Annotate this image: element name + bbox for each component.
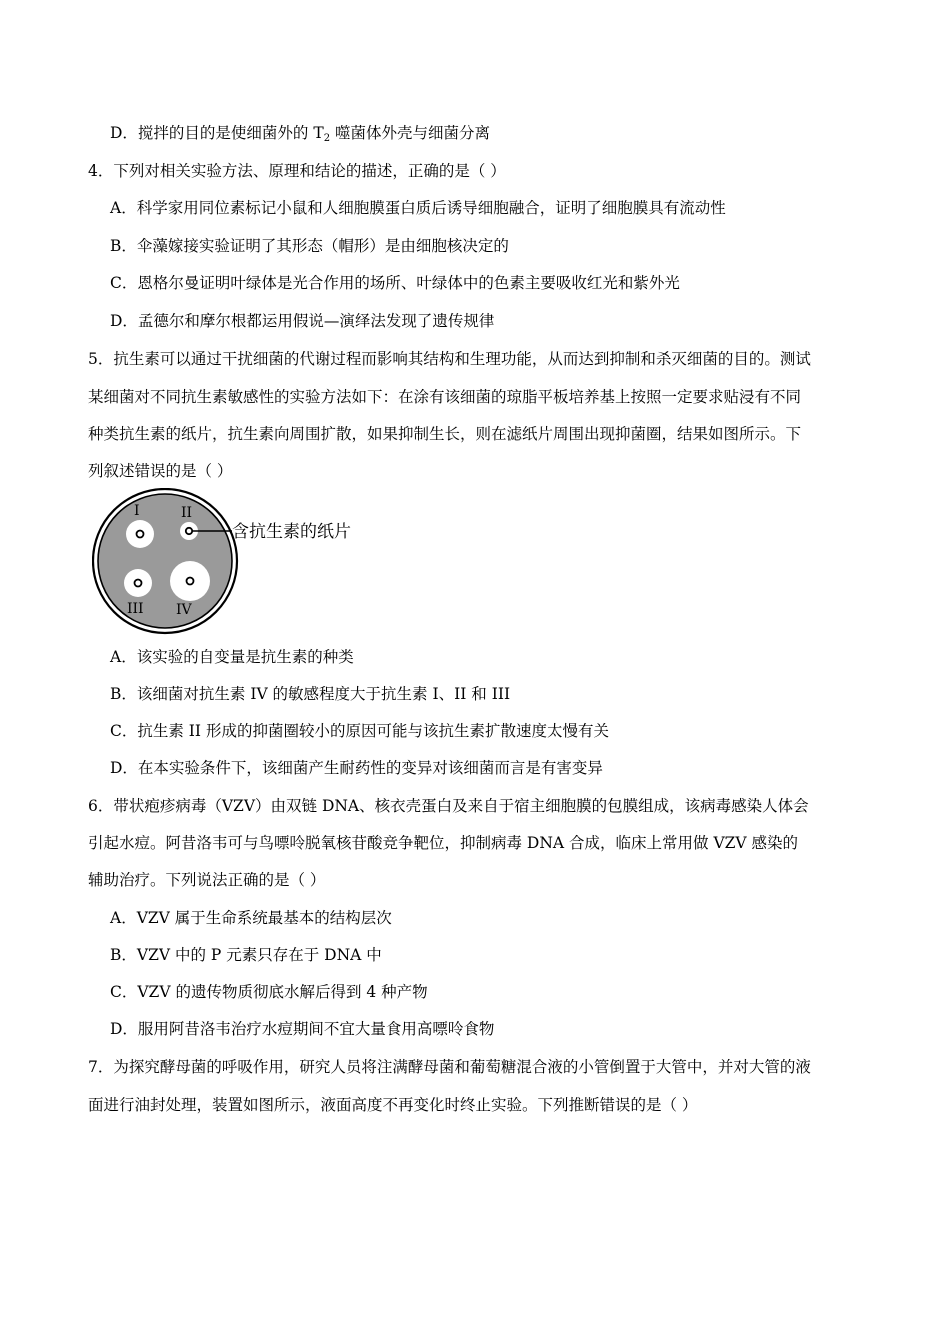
q5-stem-line: 种类抗生素的纸片，抗生素向周围扩散，如果抑制生长，则在滤纸片周围出现抑菌圈，结果如图所示。下 — [88, 425, 802, 443]
q6-stem-line: 引起水痘。阿昔洛韦可与鸟嘌呤脱氧核苷酸竞争靶位，抑制病毒 DNA 合成，临床上常用做 VZV 感染的 — [88, 834, 799, 852]
petri-dish-figure — [92, 488, 422, 636]
mark-i: I — [134, 503, 140, 519]
q4-option-b: B．伞藻嫁接实验证明了其形态（帽形）是由细胞核决定的 — [110, 237, 509, 255]
q5-option-d: D．在本实验条件下，该细菌产生耐药性的变异对该细菌而言是有害变异 — [110, 759, 603, 777]
q5-stem-line: 5．抗生素可以通过干扰细菌的代谢过程而影响其结构和生理功能，从而达到抑制和杀灭细菌的目的。测试 — [88, 350, 811, 368]
q6-option-c: C．VZV 的遗传物质彻底水解后得到 4 种产物 — [110, 983, 428, 1001]
q5-option-a: A．该实验的自变量是抗生素的种类 — [110, 648, 354, 666]
inhibition-zone-i — [126, 520, 154, 548]
q6-stem-line: 6．带状疱疹病毒（VZV）由双链 DNA、核衣壳蛋白及来自于宿主细胞膜的包膜组成，该病毒感染人体会 — [88, 797, 809, 815]
q4-option-d: D．孟德尔和摩尔根都运用假说—演绎法发现了遗传规律 — [110, 312, 495, 330]
q6-option-b: B．VZV 中的 P 元素只存在于 DNA 中 — [110, 946, 382, 964]
q4-stem: 4．下列对相关实验方法、原理和结论的描述，正确的是（ ） — [88, 162, 506, 180]
disc-label: 含抗生素的纸片 — [232, 522, 351, 542]
mark-iv: IV — [176, 602, 192, 618]
subscript: 2 — [323, 133, 331, 144]
inhibition-zone-iii — [124, 569, 152, 597]
q6-option-d: D．服用阿昔洛韦治疗水痘期间不宜大量食用高嘌呤食物 — [110, 1020, 495, 1038]
agar-plate — [98, 494, 232, 628]
q4-option-a: A．科学家用同位素标记小鼠和人细胞膜蛋白质后诱导细胞融合，证明了细胞膜具有流动性 — [110, 199, 726, 217]
mark-iii: III — [127, 601, 144, 617]
q6-option-a: A．VZV 属于生命系统最基本的结构层次 — [110, 909, 392, 927]
q5-option-b: B．该细菌对抗生素 IV 的敏感程度大于抗生素 I、II 和 III — [110, 685, 511, 703]
q5-stem-line: 某细菌对不同抗生素敏感性的实验方法如下：在涂有该细菌的琼脂平板培养基上按照一定要求贴浸有不同 — [88, 388, 802, 406]
prev-option-d: D．搅拌的目的是使细菌外的 $T_2$ 噬菌体外壳与细菌分离 — [110, 124, 491, 144]
q4-option-c: C．恩格尔曼证明叶绿体是光合作用的场所、叶绿体中的色素主要吸收红光和紫外光 — [110, 274, 680, 292]
mark-ii: II — [181, 505, 193, 521]
q7-stem-line: 7．为探究酵母菌的呼吸作用，研究人员将注满酵母菌和葡萄糖混合液的小管倒置于大管中，并对大管的液 — [88, 1058, 811, 1076]
q6-stem-line: 辅助治疗。下列说法正确的是（ ） — [88, 871, 326, 889]
q5-stem-line: 列叙述错误的是（ ） — [88, 462, 233, 480]
q5-option-c: C．抗生素 II 形成的抑菌圈较小的原因可能与该抗生素扩散速度太慢有关 — [110, 722, 609, 740]
q7-stem-line: 面进行油封处理，装置如图所示，液面高度不再变化时终止实验。下列推断错误的是（ ） — [88, 1096, 698, 1114]
inhibition-zone-iv — [170, 561, 210, 601]
